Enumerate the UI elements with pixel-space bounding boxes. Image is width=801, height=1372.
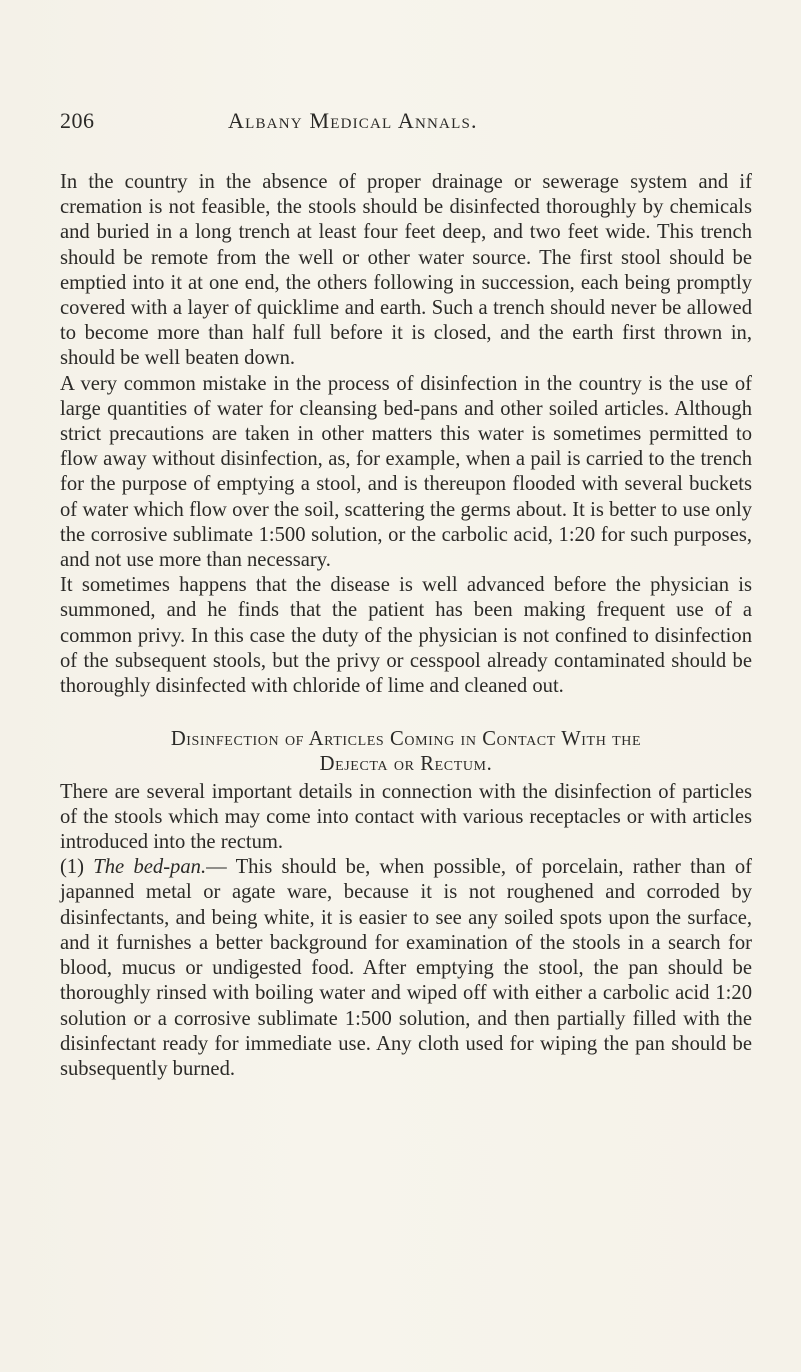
body-text	[60, 170, 752, 1082]
paragraph-section-intro: There are several important details in connection with the disinfection of particles of the stools which may come into contact with various receptacles or with articles introduced into the rectum.	[60, 780, 752, 854]
section-heading	[60, 727, 752, 777]
page-number: 206	[60, 108, 95, 133]
paragraph-trench-burial: In the country in the absence of proper drainage or sewerage system and if cremation is not feasible, the stools should be disinfected thoroughly by chemicals and buried in a long trench at least four feet deep, and two feet wide. This trench should be remote from the well or other water source. The first stool should be emptied into it at one end, the others following in succession, each being promptly covered with a layer of quicklime and earth. Such a trench should never be allowed to become more than half full before it is closed, and the earth first thrown in, should be well beaten down.	[60, 171, 752, 370]
paragraph-bed-pan	[60, 855, 752, 1082]
running-head	[60, 108, 760, 138]
paragraph-privy: It sometimes happens that the disease is well advanced before the physician is summoned, and he finds that the patient has been making frequent use of a common privy. In this case the duty of the physician is not confined to disinfection of the subsequent stools, but the privy or cesspool already contaminated should be thoroughly disinfected with chloride of lime and cleaned out.	[60, 574, 752, 698]
section-heading-line-1: Disinfection of Articles Coming in Contact With the	[170, 728, 642, 751]
journal-title: Albany Medical Annals.	[228, 108, 478, 133]
item-title: The bed-pan.	[93, 856, 207, 879]
section-heading-line-2: Dejecta or Rectum.	[319, 753, 493, 776]
paragraph-water-mistake: A very common mistake in the process of disinfection in the country is the use of large quantities of water for cleansing bed-pans and other soiled articles. Although strict precautions are taken in other matters this water is sometimes permitted to flow away without disinfection, as, for example, when a pail is carried to the trench for the purpose of emptying a stool, and is thereupon flooded with several buckets of water which flow over the soil, scattering the germs about. It is better to use only the corrosive sublimate 1:500 solution, or the carbolic acid, 1:20 for such purposes, and not use more than necessary.	[60, 372, 752, 572]
item-text: — This should be, when possible, of porcelain, rather than of japanned metal or agate ware, because it is not roughened and corroded by disinfectants, and being white, it is easier to see any soiled spots upon the surface, and it furnishes a better background for examination of the stools in a search for blood, mucus or undigested food. After emptying the stool, the pan should be thoroughly rinsed with boiling water and wiped off with either a carbolic acid 1:20 solution or a corrosive sublimate 1:500 solution, and then partially filled with the disinfectant ready for immediate use. Any cloth used for wiping the pan should be subsequently burned.	[60, 856, 752, 1080]
item-number: (1)	[60, 856, 85, 879]
